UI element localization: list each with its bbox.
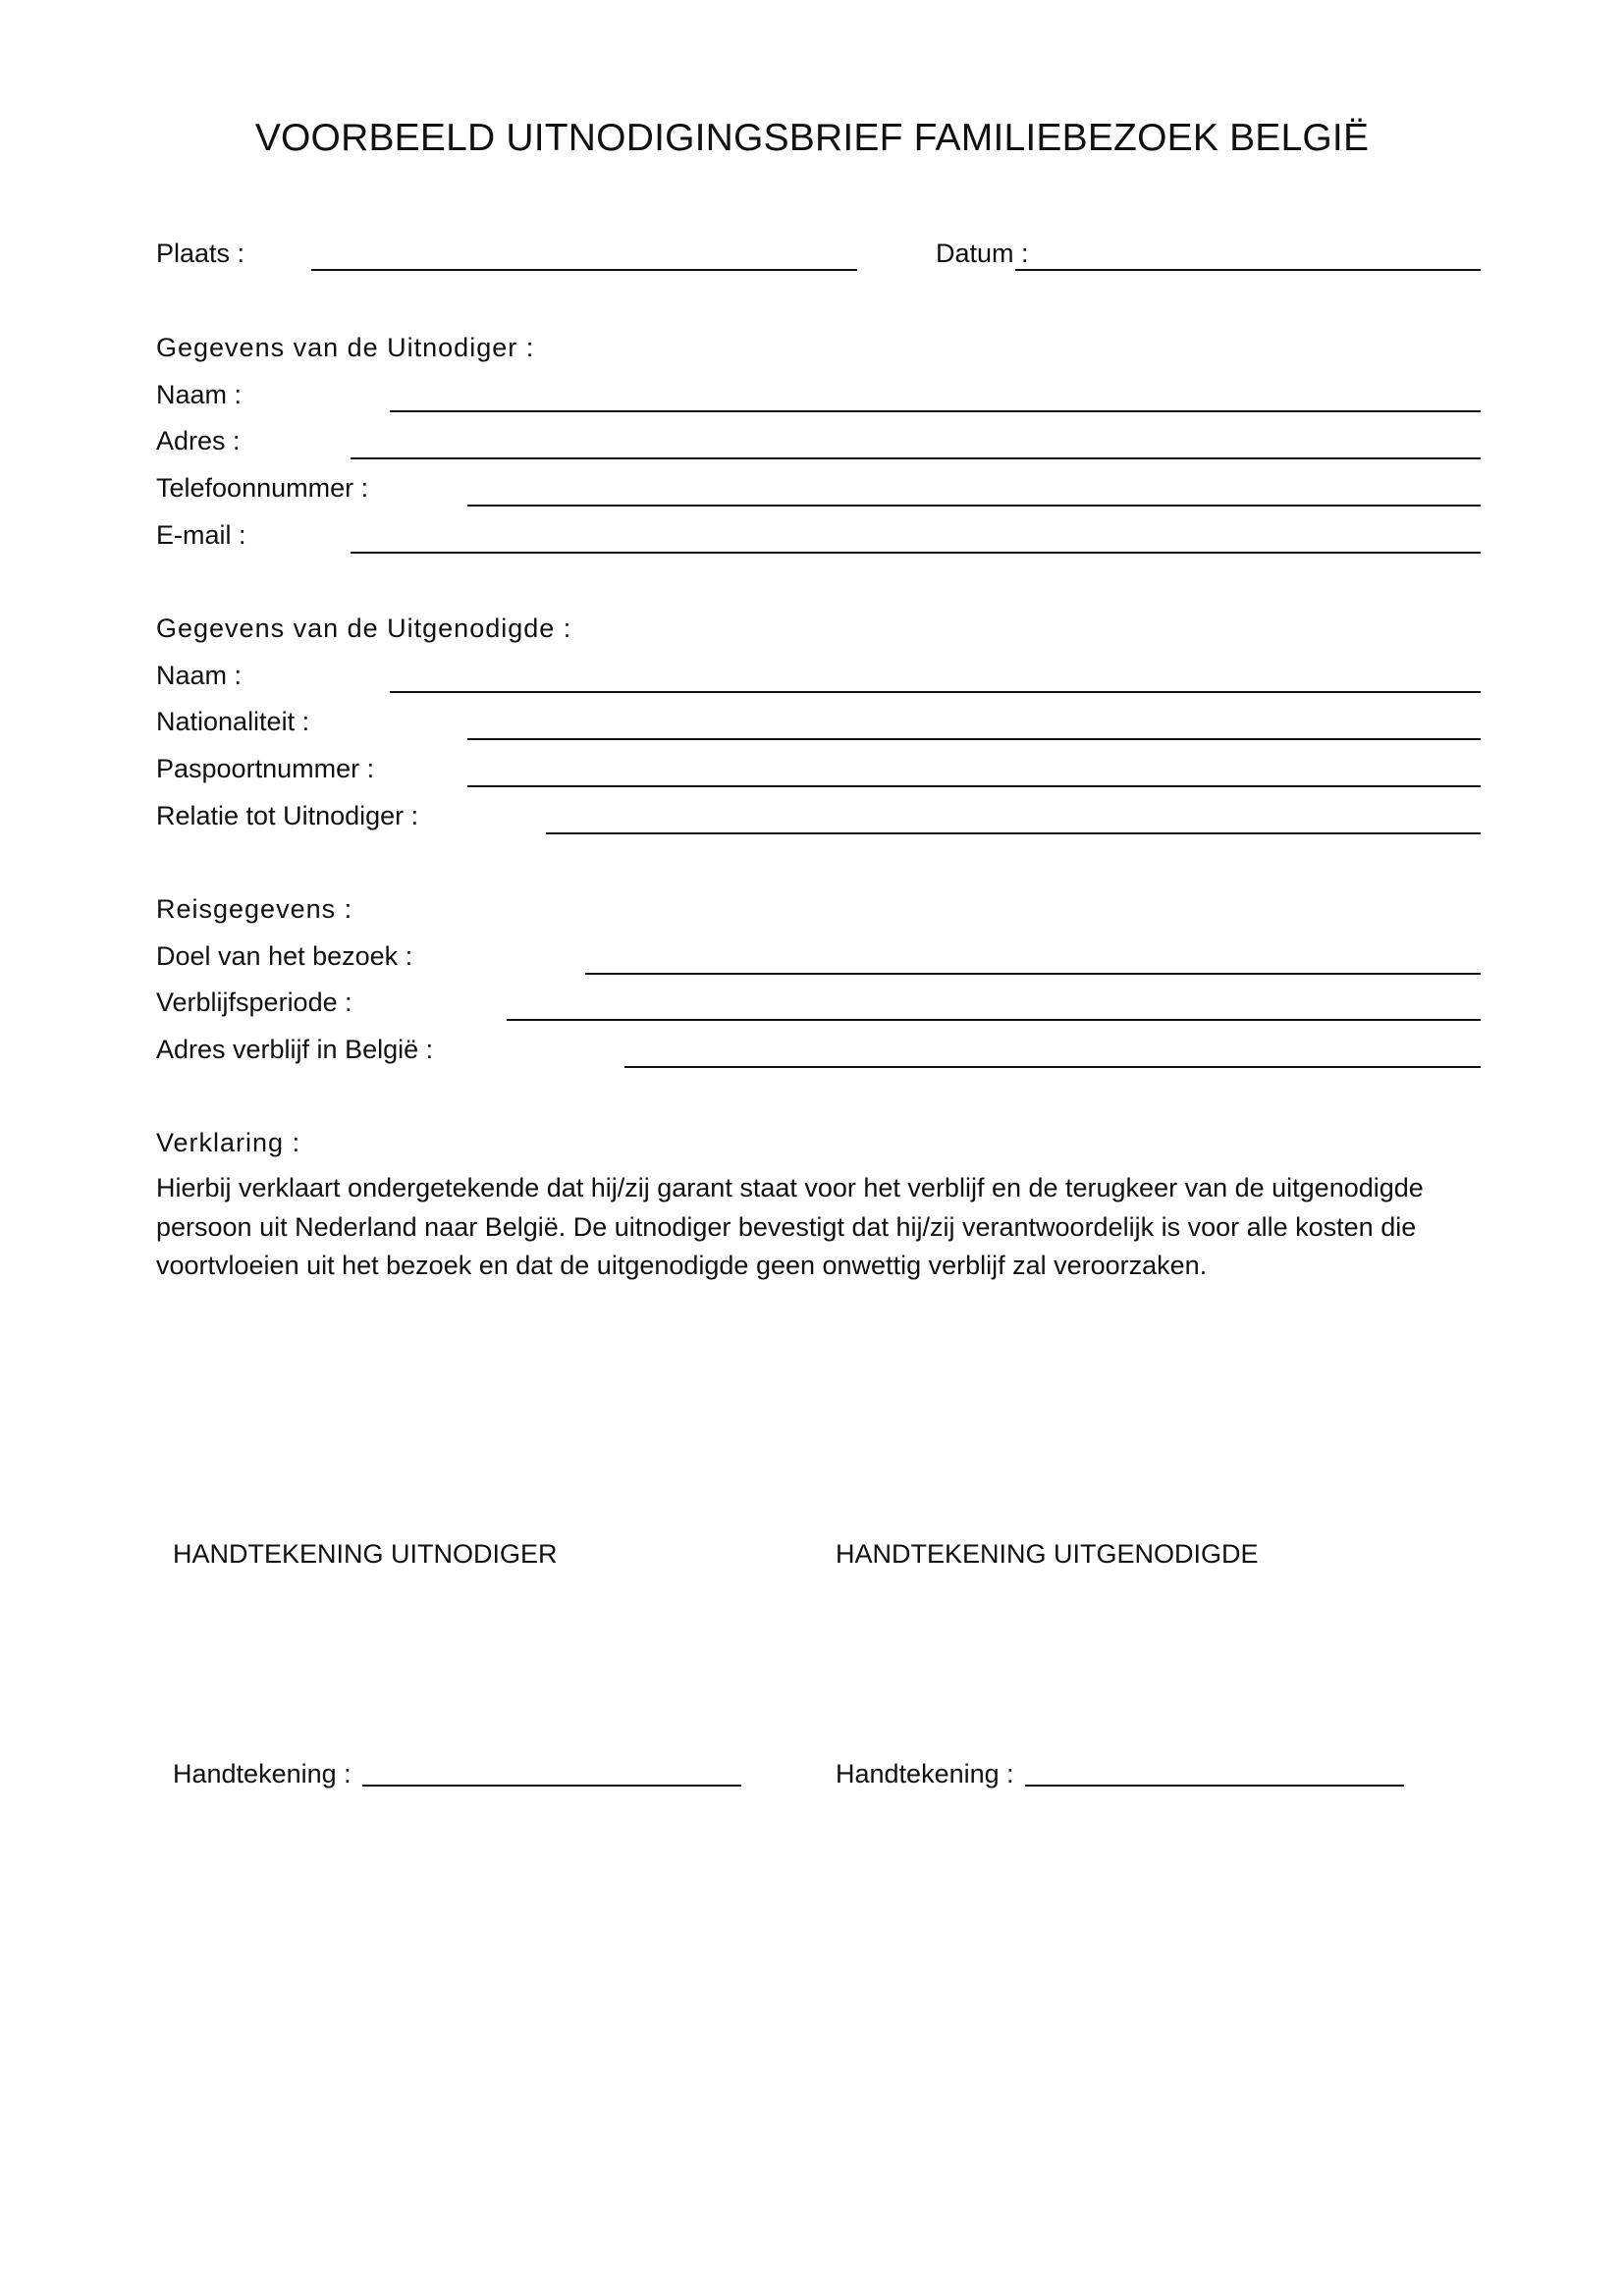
plaats-label: Plaats : — [156, 239, 245, 268]
datum-label: Datum : — [936, 239, 1029, 268]
page-title: VOORBEELD UITNODIGINGSBRIEF FAMILIEBEZOEK BELGIË — [254, 117, 1370, 159]
uitnodiger-telefoon-field[interactable] — [467, 505, 1481, 507]
reis-verblijfsperiode-field[interactable] — [507, 1019, 1481, 1021]
section-heading-reis: Reisgegevens : — [156, 894, 353, 924]
reis-doel-field[interactable] — [585, 973, 1481, 975]
reis-verblijfsperiode-label: Verblijfsperiode : — [156, 988, 352, 1017]
reis-doel-label: Doel van het bezoek : — [156, 941, 413, 971]
uitnodiger-email-field[interactable] — [351, 552, 1481, 554]
uitnodiger-adres-field[interactable] — [351, 457, 1481, 459]
uitgenodigde-relatie-label: Relatie tot Uitnodiger : — [156, 801, 419, 830]
signature-line-uitnodiger[interactable] — [362, 1785, 741, 1787]
section-heading-uitnodiger: Gegevens van de Uitnodiger : — [156, 333, 535, 362]
uitgenodigde-paspoort-field[interactable] — [467, 785, 1481, 787]
uitgenodigde-nationaliteit-label: Nationaliteit : — [156, 707, 310, 736]
plaats-field[interactable] — [311, 269, 857, 271]
datum-field[interactable] — [1015, 269, 1481, 271]
signature-line-uitgenodigde[interactable] — [1025, 1785, 1404, 1787]
signature-heading-uitgenodigde: HANDTEKENING UITGENODIGDE — [836, 1539, 1259, 1569]
signature-label-uitnodiger: Handtekening : — [173, 1759, 352, 1789]
uitgenodigde-paspoort-label: Paspoortnummer : — [156, 754, 375, 783]
signature-heading-uitnodiger: HANDTEKENING UITNODIGER — [173, 1539, 558, 1569]
verklaring-text: Hierbij verklaart ondergetekende dat hij/zij garant staat voor het verblijf en de terugkeer van de uitgenodigde persoon uit Nederland naar België. De uitnodiger bevestigt dat hij/zij verantwoordelijk is voor alle kosten die voortvloeien uit het bezoek en dat de uitgenodigde geen onwettig verblijf zal veroorzaken. — [156, 1173, 1424, 1280]
signature-label-uitgenodigde: Handtekening : — [836, 1759, 1014, 1789]
uitnodiger-adres-label: Adres : — [156, 426, 241, 455]
uitgenodigde-naam-field[interactable] — [390, 691, 1481, 693]
uitnodiger-naam-field[interactable] — [390, 410, 1481, 412]
uitgenodigde-nationaliteit-field[interactable] — [467, 738, 1481, 740]
signature-row-uitnodiger — [173, 1758, 741, 1789]
uitnodiger-telefoon-label: Telefoonnummer : — [156, 473, 369, 503]
signature-row-uitgenodigde — [836, 1758, 1404, 1789]
reis-adres-field[interactable] — [624, 1066, 1481, 1068]
uitnodiger-email-label: E-mail : — [156, 520, 246, 550]
uitgenodigde-relatie-field[interactable] — [546, 832, 1481, 834]
uitnodiger-naam-label: Naam : — [156, 380, 243, 409]
section-heading-uitgenodigde: Gegevens van de Uitgenodigde : — [156, 614, 572, 643]
uitgenodigde-naam-label: Naam : — [156, 661, 243, 690]
reis-adres-label: Adres verblijf in België : — [156, 1035, 434, 1064]
section-heading-verklaring: Verklaring : — [156, 1128, 301, 1157]
